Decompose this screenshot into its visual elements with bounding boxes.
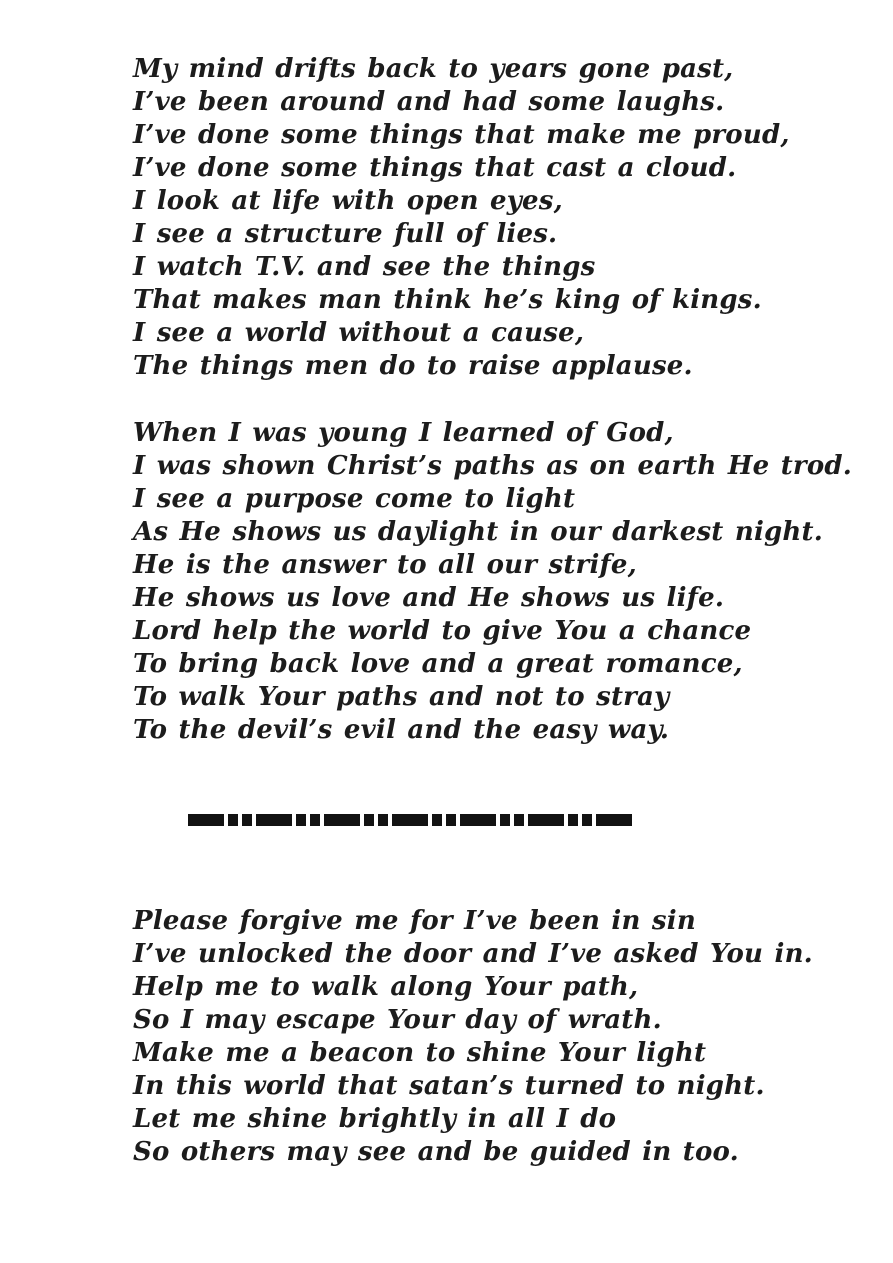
section-divider (188, 814, 632, 826)
poem-line: I’ve been around and had some laughs. (133, 87, 725, 117)
divider-dash (528, 814, 564, 826)
divider-dot (432, 814, 442, 826)
poem-line: To walk Your paths and not to stray (133, 682, 670, 712)
poem-line: He shows us love and He shows us life. (133, 583, 725, 613)
poem-line: I’ve done some things that cast a cloud. (133, 153, 737, 183)
divider-dot (310, 814, 320, 826)
poem-line: Make me a beacon to shine Your light (133, 1038, 707, 1068)
divider-dash (256, 814, 292, 826)
poem-line: In this world that satan’s turned to night. (133, 1071, 765, 1101)
divider-dash (188, 814, 224, 826)
poem-line: Lord help the world to give You a chance (133, 616, 752, 646)
poem-line: I look at life with open eyes, (133, 186, 563, 216)
stanza-1 (133, 53, 790, 383)
divider-dash (392, 814, 428, 826)
poem-line: I’ve unlocked the door and I’ve asked You in. (133, 939, 813, 969)
poem-line: He is the answer to all our strife, (133, 550, 637, 580)
poem-line: To the devil’s evil and the easy way. (133, 715, 670, 745)
poem-line: When I was young I learned of God, (133, 418, 674, 448)
divider-dash (324, 814, 360, 826)
poem-line: My mind drifts back to years gone past, (133, 54, 734, 84)
stanza-3 (133, 905, 813, 1169)
poem-line: I watch T.V. and see the things (133, 252, 596, 282)
divider-dot (242, 814, 252, 826)
poem-line: So others may see and be guided in too. (133, 1137, 739, 1167)
poem-line: I’ve done some things that make me proud, (133, 120, 790, 150)
poem-line: Help me to walk along Your path, (133, 972, 639, 1002)
divider-dash (460, 814, 496, 826)
poem-line: Let me shine brightly in all I do (133, 1104, 617, 1134)
poem-line: Please forgive me for I’ve been in sin (133, 906, 696, 936)
stanza-2 (133, 417, 852, 747)
divider-dot (364, 814, 374, 826)
divider-dot (500, 814, 510, 826)
divider-dot (568, 814, 578, 826)
divider-dot (446, 814, 456, 826)
poem-line: I was shown Christ’s paths as on earth He trod. (133, 451, 852, 481)
poem-line: As He shows us daylight in our darkest night. (133, 517, 823, 547)
poem-line: The things men do to raise applause. (133, 351, 693, 381)
divider-dash (596, 814, 632, 826)
divider-dot (378, 814, 388, 826)
divider-dot (514, 814, 524, 826)
divider-dot (296, 814, 306, 826)
poem-line: I see a purpose come to light (133, 484, 576, 514)
poem-line: I see a world without a cause, (133, 318, 585, 348)
poem-line: So I may escape Your day of wrath. (133, 1005, 662, 1035)
divider-dot (228, 814, 238, 826)
poem-line: I see a structure full of lies. (133, 219, 558, 249)
divider-dot (582, 814, 592, 826)
poem-line: That makes man think he’s king of kings. (133, 285, 762, 315)
poem-line: To bring back love and a great romance, (133, 649, 743, 679)
